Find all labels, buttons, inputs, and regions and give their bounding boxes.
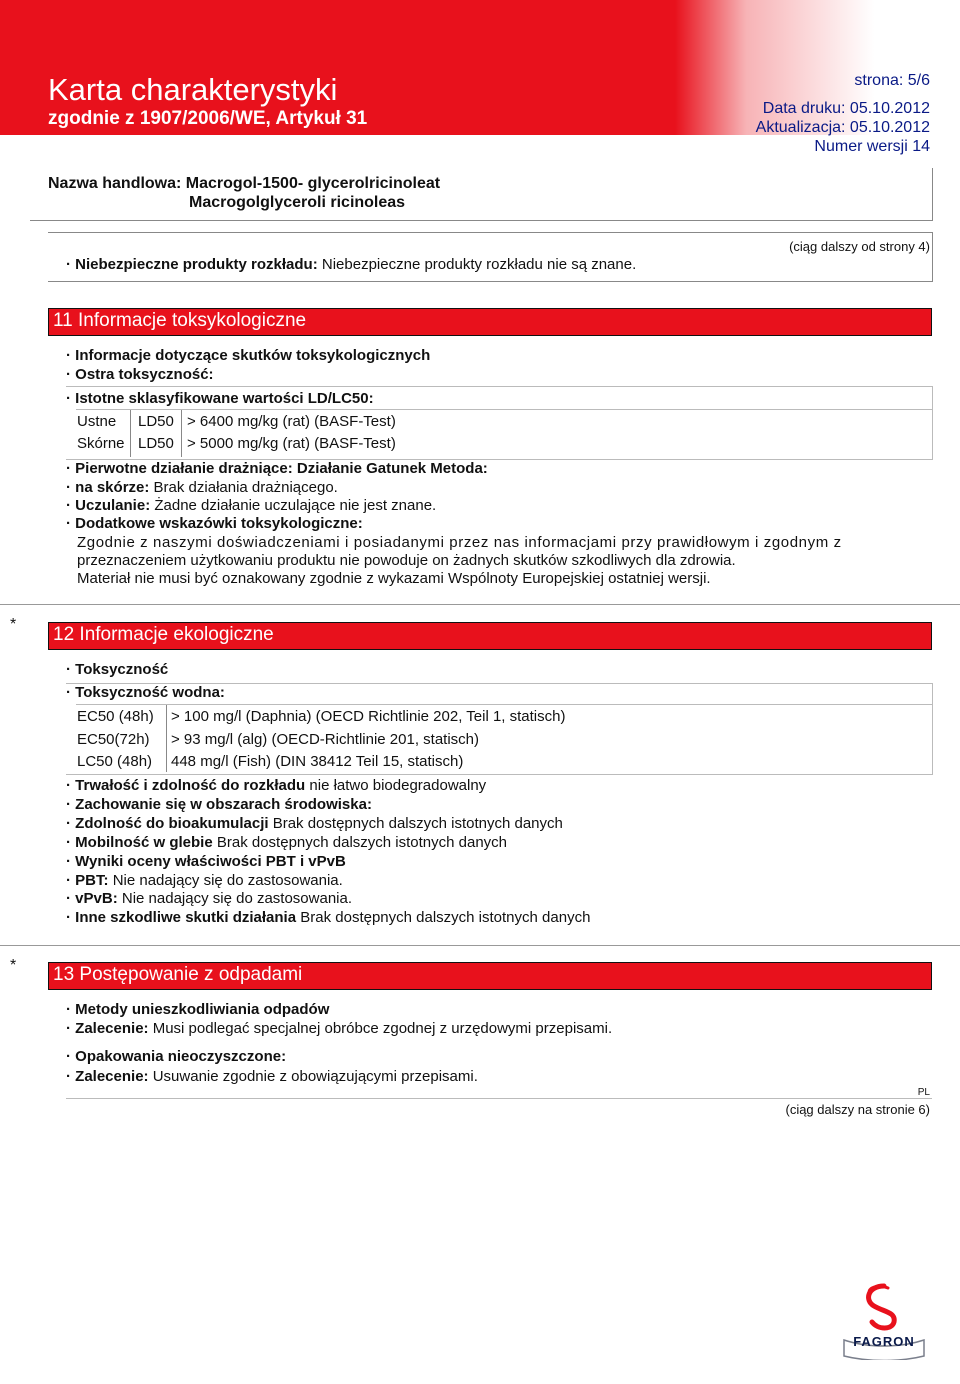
section-13-title: 13 Postępowanie z odpadami bbox=[53, 964, 303, 985]
mobility-value: Brak dostępnych dalszych istotnych danych bbox=[216, 834, 508, 851]
aquatic-toxicity-header bbox=[66, 684, 225, 701]
ld-table-col-divider bbox=[130, 410, 131, 457]
pbt bbox=[66, 872, 343, 889]
document-title: Karta charakterystyki bbox=[48, 72, 338, 107]
primary-irritant-effect bbox=[66, 460, 488, 477]
bullet: · bbox=[66, 515, 71, 532]
additional-tox-text: Materiał nie musi być oznakowany zgodnie z wykazami Wspólnoty Europejskiej ostatniej wersji. bbox=[77, 570, 711, 587]
bioaccumulation bbox=[66, 815, 563, 832]
environmental-behaviour bbox=[66, 796, 372, 813]
bullet: · bbox=[66, 777, 71, 794]
bullet: · bbox=[66, 460, 71, 477]
bullet: · bbox=[66, 1020, 71, 1037]
pbt-label: PBT: bbox=[75, 872, 109, 889]
tox-effects-info bbox=[66, 347, 430, 364]
bullet: · bbox=[66, 796, 71, 813]
aquatic-row-param: EC50(72h) bbox=[77, 731, 150, 748]
additional-tox-text: przeznaczeniem użytkowaniu produktu nie powoduje on żadnych skutków szkodliwych dla zdrowia. bbox=[77, 552, 736, 569]
section-13-top-rule bbox=[0, 945, 960, 946]
bullet: · bbox=[66, 256, 71, 273]
bullet: · bbox=[66, 390, 71, 407]
bullet: · bbox=[66, 834, 71, 851]
continued-from-note: (ciąg dalszy od strony 4) bbox=[789, 239, 930, 254]
acute-toxicity-label: Ostra toksyczność: bbox=[75, 366, 214, 383]
persistence-value: nie łatwo biodegradowalny bbox=[309, 777, 487, 794]
section-12-top-rule bbox=[0, 604, 960, 605]
decomposition-products-line bbox=[66, 256, 636, 273]
recommendation bbox=[66, 1020, 612, 1037]
print-date: Data druku: 05.10.2012 bbox=[762, 100, 930, 117]
section-12-title: 12 Informacje ekologiczne bbox=[53, 624, 274, 645]
acute-toxicity bbox=[66, 366, 214, 383]
aquatic-table-col-divider bbox=[166, 705, 167, 772]
bullet: · bbox=[66, 1048, 71, 1065]
ld-values-label: Istotne sklasyfikowane wartości LD/LC50: bbox=[75, 390, 374, 407]
vpvb bbox=[66, 890, 352, 907]
bullet: · bbox=[66, 497, 71, 514]
other-effects-label: Inne szkodliwe skutki działania bbox=[75, 909, 297, 926]
decomposition-label: Niebezpieczne produkty rozkładu: bbox=[75, 256, 318, 273]
mobility-label: Mobilność w glebie bbox=[75, 834, 213, 851]
pbt-vpvb-results bbox=[66, 853, 346, 870]
toxicity-label: Toksyczność bbox=[75, 661, 169, 678]
recommendation bbox=[66, 1068, 478, 1085]
packaging-label: Opakowania nieoczyszczone: bbox=[75, 1048, 287, 1065]
recommendation-value: Musi podlegać specjalnej obróbce zgodnej z urzędowymi przepisami. bbox=[152, 1020, 613, 1037]
tox-effects-label: Informacje dotyczące skutków toksykologicznych bbox=[75, 347, 431, 364]
sensitization-value: Żadne działanie uczulające nie jest znane. bbox=[154, 497, 437, 514]
trade-name-latin: Macrogolglyceroli ricinoleas bbox=[189, 194, 406, 211]
disposal-methods bbox=[66, 1001, 329, 1018]
page-number: strona: 5/6 bbox=[854, 72, 930, 89]
soil-mobility bbox=[66, 834, 507, 851]
other-adverse-effects bbox=[66, 909, 590, 926]
irritant-label: Pierwotne działanie drażniące: bbox=[75, 460, 293, 477]
bullet: · bbox=[66, 853, 71, 870]
bullet: · bbox=[66, 890, 71, 907]
recommendation-label: Zalecenie: bbox=[75, 1020, 149, 1037]
version-number: Numer wersji 14 bbox=[814, 138, 930, 155]
behaviour-label: Zachowanie się w obszarach środowiska: bbox=[75, 796, 372, 813]
ld-row-type: LD50 bbox=[138, 413, 174, 430]
skin-label: na skórze: bbox=[75, 479, 150, 496]
uncleaned-packaging bbox=[66, 1048, 286, 1065]
recommendation-label: Zalecenie: bbox=[75, 1068, 149, 1085]
trade-name: Nazwa handlowa: Macrogol-1500- glycerolricinoleat bbox=[48, 175, 441, 192]
ld-table-header bbox=[66, 390, 374, 407]
bullet: · bbox=[66, 479, 71, 496]
other-effects-value: Brak dostępnych dalszych istotnych danych bbox=[300, 909, 591, 926]
additional-tox-text: Zgodnie z naszymi doświadczeniami i posiadanymi przez nas informacjami przy prawidłowym i zgodnym z bbox=[77, 534, 842, 551]
revision-star: * bbox=[10, 616, 17, 633]
additional-tox-info bbox=[66, 515, 363, 532]
aquatic-row-value: > 100 mg/l (Daphnia) (OECD Richtlinie 202, Teil 1, statisch) bbox=[171, 708, 566, 725]
vpvb-label: vPvB: bbox=[75, 890, 118, 907]
persistence bbox=[66, 777, 486, 794]
section-11-title: 11 Informacje toksykologiczne bbox=[53, 310, 307, 331]
aquatic-row-param: LC50 (48h) bbox=[77, 753, 153, 770]
bullet: · bbox=[66, 815, 71, 832]
bullet: · bbox=[66, 347, 71, 364]
bullet: · bbox=[66, 1068, 71, 1085]
additional-tox-label: Dodatkowe wskazówki toksykologiczne: bbox=[75, 515, 363, 532]
ld-row-route: Ustne bbox=[77, 413, 117, 430]
bullet: · bbox=[66, 872, 71, 889]
revision-star: * bbox=[10, 957, 17, 974]
skin-value: Brak działania drażniącego. bbox=[153, 479, 338, 496]
bullet: · bbox=[66, 909, 71, 926]
update-date: Aktualizacja: 05.10.2012 bbox=[755, 119, 930, 136]
sensitization-label: Uczulanie: bbox=[75, 497, 151, 514]
bullet: · bbox=[66, 684, 71, 701]
continued-next-note: (ciąg dalszy na stronie 6) bbox=[785, 1102, 930, 1117]
ld-row-route: Skórne bbox=[77, 435, 125, 452]
sensitization bbox=[66, 497, 436, 514]
aquatic-row-value: 448 mg/l (Fish) (DIN 38412 Teil 15, statisch) bbox=[171, 753, 464, 770]
ld-row-value: > 6400 mg/kg (rat) (BASF-Test) bbox=[187, 413, 396, 430]
fagron-logo bbox=[838, 1282, 930, 1360]
ld-row-value: > 5000 mg/kg (rat) (BASF-Test) bbox=[187, 435, 396, 452]
decomposition-value: Niebezpieczne produkty rozkładu nie są znane. bbox=[321, 256, 637, 273]
ld-row-type: LD50 bbox=[138, 435, 174, 452]
ld-table-col-divider bbox=[181, 410, 182, 457]
persistence-label: Trwałość i zdolność do rozkładu bbox=[75, 777, 306, 794]
bullet: · bbox=[66, 661, 71, 678]
toxicity bbox=[66, 661, 168, 678]
aquatic-table-divider bbox=[76, 704, 932, 705]
recommendation-value: Usuwanie zgodnie z obowiązującymi przepisami. bbox=[152, 1068, 478, 1085]
footer-rule bbox=[66, 1098, 932, 1099]
bioaccumulation-value: Brak dostępnych dalszych istotnych danych bbox=[272, 815, 563, 832]
pbt-value: Nie nadający się do zastosowania. bbox=[112, 872, 343, 889]
pbt-results-label: Wyniki oceny właściwości PBT i vPvB bbox=[75, 853, 346, 870]
disposal-methods-label: Metody unieszkodliwiania odpadów bbox=[75, 1001, 330, 1018]
aquatic-row-value: > 93 mg/l (alg) (OECD-Richtlinie 201, statisch) bbox=[171, 731, 480, 748]
bioaccumulation-label: Zdolność do bioakumulacji bbox=[75, 815, 269, 832]
document-subtitle: zgodnie z 1907/2006/WE, Artykuł 31 bbox=[48, 108, 368, 129]
logo-text: FAGRON bbox=[853, 1334, 915, 1349]
bullet: · bbox=[66, 366, 71, 383]
vpvb-value: Nie nadający się do zastosowania. bbox=[121, 890, 353, 907]
language-code: PL bbox=[917, 1087, 930, 1098]
ld-table-divider bbox=[76, 409, 932, 410]
aquatic-toxicity-label: Toksyczność wodna: bbox=[75, 684, 225, 701]
bullet: · bbox=[66, 1001, 71, 1018]
aquatic-row-param: EC50 (48h) bbox=[77, 708, 154, 725]
skin-effect bbox=[66, 479, 338, 496]
irritant-value: Działanie Gatunek Metoda: bbox=[296, 460, 488, 477]
